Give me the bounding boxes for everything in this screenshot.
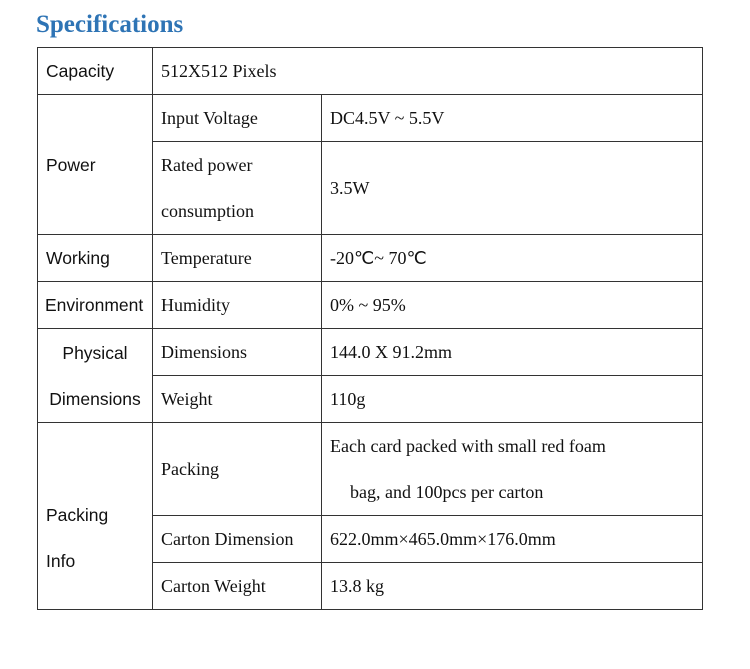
packing-info-label-line2: Info <box>46 551 76 571</box>
specifications-table <box>37 47 703 610</box>
input-voltage-label: Input Voltage <box>153 95 322 142</box>
rated-power-label-line1: Rated power <box>161 155 253 175</box>
table-row-capacity <box>38 48 703 95</box>
power-label: Power <box>38 95 153 235</box>
packing-label: Packing <box>153 423 322 516</box>
packing-info-label-line1: Packing <box>46 505 109 525</box>
table-row-input-voltage <box>38 95 703 142</box>
physical-label-line1: Physical <box>62 342 128 363</box>
environment-label: Environment <box>38 282 153 329</box>
carton-dimension-value: 622.0mm×465.0mm×176.0mm <box>322 516 703 563</box>
physical-dimensions-label <box>38 329 153 423</box>
temperature-value: -20℃~ 70℃ <box>322 235 703 282</box>
page-title: Specifications <box>36 11 184 38</box>
capacity-value: 512X512 Pixels <box>153 48 703 95</box>
rated-power-value: 3.5W <box>322 142 703 235</box>
humidity-value: 0% ~ 95% <box>322 282 703 329</box>
rated-power-label <box>153 142 322 235</box>
table-row-temperature <box>38 235 703 282</box>
dimensions-value: 144.0 X 91.2mm <box>322 329 703 376</box>
dimensions-label: Dimensions <box>153 329 322 376</box>
weight-value: 110g <box>322 376 703 423</box>
carton-weight-value: 13.8 kg <box>322 563 703 610</box>
temperature-label: Temperature <box>153 235 322 282</box>
input-voltage-value: DC4.5V ~ 5.5V <box>322 95 703 142</box>
carton-weight-label: Carton Weight <box>153 563 322 610</box>
packing-info-label <box>38 423 153 610</box>
weight-label: Weight <box>153 376 322 423</box>
packing-value-line1: Each card packed with small red foam <box>330 436 606 456</box>
capacity-label: Capacity <box>38 48 153 95</box>
physical-label-line2: Dimensions <box>49 388 141 409</box>
table-row-humidity <box>38 282 703 329</box>
humidity-label: Humidity <box>153 282 322 329</box>
packing-value <box>322 423 703 516</box>
table-row-dimensions <box>38 329 703 376</box>
table-row-packing <box>38 423 703 516</box>
packing-value-line2: bag, and 100pcs per carton <box>350 482 544 502</box>
carton-dimension-label: Carton Dimension <box>153 516 322 563</box>
rated-power-label-line2: consumption <box>161 201 254 221</box>
working-label: Working <box>38 235 153 282</box>
